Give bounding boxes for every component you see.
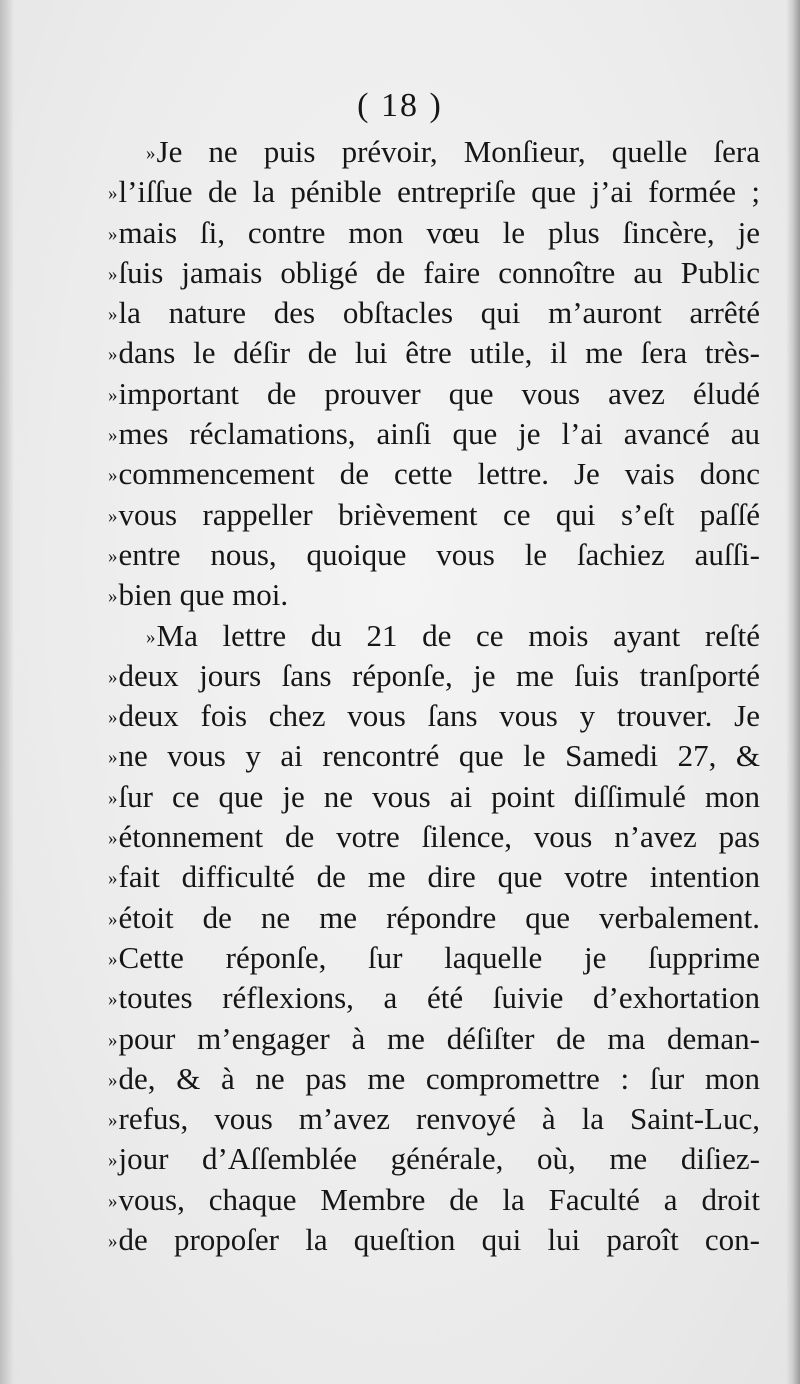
text-line — [108, 172, 760, 212]
text-line — [108, 1099, 760, 1139]
line-text: de, & à ne pas me compromettre : ſur mon — [118, 1060, 760, 1096]
text-line — [108, 253, 760, 293]
quote-mark: » — [108, 1231, 117, 1253]
text-line — [108, 696, 760, 736]
text-line — [108, 616, 760, 656]
line-text: l’iſſue de la pénible entrepriſe que j’ai formée ; — [118, 174, 760, 210]
text-line — [108, 495, 760, 535]
quote-mark: » — [108, 465, 117, 487]
quote-mark: » — [108, 1110, 117, 1132]
line-text: commencement de cette lettre. Je vais donc — [118, 456, 760, 492]
line-text: étoit de ne me répondre que verbalement. — [118, 899, 760, 935]
line-text: ne vous y ai rencontré que le Samedi 27, & — [118, 738, 760, 774]
line-text: vous, chaque Membre de la Faculté a droit — [118, 1181, 760, 1217]
quote-mark: » — [108, 263, 117, 285]
page-number: ( 18 ) — [357, 87, 443, 124]
line-text: mes réclamations, ainſi que je l’ai avancé au — [118, 416, 760, 452]
text-line — [108, 736, 760, 776]
line-text: pour m’engager à me déſiſter de ma deman- — [118, 1020, 760, 1056]
line-text: la nature des obſtacles qui m’auront arrêté — [118, 295, 760, 331]
text-line — [108, 213, 760, 253]
line-text: refus, vous m’avez renvoyé à la Saint-Luc, — [118, 1101, 760, 1137]
text-line — [108, 1139, 760, 1179]
text-line — [108, 132, 760, 172]
quote-mark: » — [108, 1150, 117, 1172]
text-line — [108, 1220, 760, 1260]
quote-mark: » — [108, 1029, 117, 1051]
line-text: dans le déſir de lui être utile, il me ſera très- — [118, 335, 760, 371]
text-line — [108, 857, 760, 897]
text-line — [108, 978, 760, 1018]
line-text: Ma lettre du 21 de ce mois ayant reſté — [156, 617, 760, 653]
quote-mark: » — [108, 908, 117, 930]
line-text: de propoſer la queſtion qui lui paroît con- — [118, 1222, 760, 1258]
line-text: Cette réponſe, ſur laquelle je ſupprime — [118, 939, 760, 975]
line-text: étonnement de votre ſilence, vous n’avez pas — [118, 819, 760, 855]
text-line — [108, 1059, 760, 1099]
quote-mark: » — [108, 545, 117, 567]
text-line — [108, 535, 760, 575]
line-text: vous rappeller brièvement ce qui s’eſt paſſé — [118, 496, 760, 532]
quote-mark: » — [108, 1069, 117, 1091]
quote-mark: » — [108, 948, 117, 970]
quote-mark: » — [108, 425, 117, 447]
text-line — [108, 898, 760, 938]
quote-mark: » — [108, 707, 117, 729]
quote-mark: » — [108, 384, 117, 406]
line-text: bien que moi. — [118, 577, 289, 613]
text-line — [108, 1019, 760, 1059]
quote-mark: » — [108, 868, 117, 890]
quote-mark: » — [108, 304, 117, 326]
quote-mark: » — [108, 828, 117, 850]
text-line — [108, 1180, 760, 1220]
line-text: ſuis jamais obligé de faire connoître au Public — [118, 254, 760, 290]
text-line — [108, 293, 760, 333]
line-text: Je ne puis prévoir, Monſieur, quelle ſera — [156, 134, 760, 169]
quote-mark: » — [108, 787, 117, 809]
quote-mark: » — [108, 344, 117, 366]
quote-mark: » — [146, 143, 155, 164]
line-text: mais ſi, contre mon vœu le plus ſincère, je — [118, 214, 760, 250]
text-line — [108, 414, 760, 454]
quote-mark: » — [108, 1190, 117, 1212]
quote-mark: » — [108, 747, 117, 769]
quote-mark: » — [108, 586, 117, 608]
text-line — [108, 777, 760, 817]
text-line — [108, 333, 760, 373]
text-line — [108, 575, 760, 615]
text-line — [108, 374, 760, 414]
text-line — [108, 938, 760, 978]
line-text: fait difficulté de me dire que votre intention — [118, 859, 760, 895]
line-text: deux fois chez vous ſans vous y trouver. Je — [118, 698, 760, 734]
text-line — [108, 817, 760, 857]
line-text: important de prouver que vous avez éludé — [118, 375, 760, 411]
text-line — [108, 454, 760, 494]
quote-mark: » — [108, 666, 117, 688]
quote-mark: » — [108, 505, 117, 527]
text-line — [108, 656, 760, 696]
body-text — [108, 132, 760, 1260]
quote-mark: » — [108, 223, 117, 245]
line-text: toutes réflexions, a été ſuivie d’exhortation — [118, 980, 760, 1016]
quote-mark: » — [108, 183, 117, 205]
quote-mark: » — [146, 626, 155, 648]
quote-mark: » — [108, 989, 117, 1011]
line-text: entre nous, quoique vous le ſachiez auſſi- — [118, 536, 760, 572]
line-text: ſur ce que je ne vous ai point diſſimulé mon — [118, 778, 760, 814]
line-text: deux jours ſans réponſe, je me ſuis tranſporté — [118, 657, 760, 693]
line-text: jour d’Aſſemblée générale, où, me diſiez- — [118, 1141, 760, 1177]
